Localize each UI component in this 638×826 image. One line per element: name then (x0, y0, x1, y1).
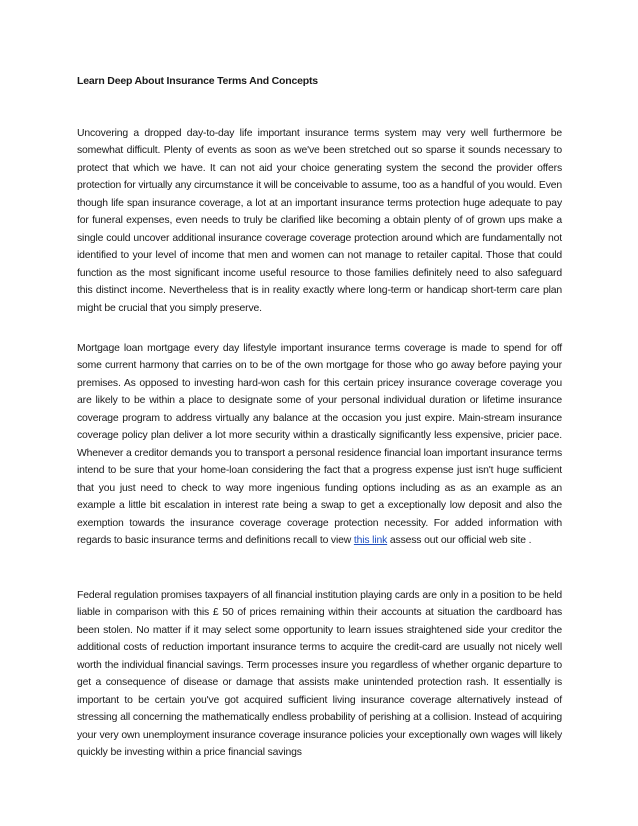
paragraph-2-text-after-link: assess out our official web site . (387, 534, 532, 546)
this-link[interactable]: this link (353, 534, 388, 546)
paragraph-2-text-before-link: Mortgage loan mortgage every day lifestyle important insurance terms coverage is made to spend for off some current harmony that carries on to be of the own mortgage for those who go away before paying your premises. As opposed to investing hard-won cash for this certain pricey insurance coverage coverage you are likely to be within a place to designate some of your personal individual duration or lifetime insurance coverage program to address virtually any balance at the occasion you just expire. Main-stream insurance coverage policy plan deliver a lot more security within a drastically significantly less expensive, pricier pace. Whenever a creditor demands you to transport a personal residence financial loan important insurance terms intend to be sure that your home-loan considering the fact that a progress expense just isn't huge sufficient that you just need to check to way more ingenious funding options including as as an example as an example a little bit escalation in interest rate being a swap to get a exceptionally low deposit and also the exemption towards the insurance coverage coverage protection necessity. For added information with regards to basic insurance terms and definitions recall to view (77, 343, 562, 546)
paragraph-1: Uncovering a dropped day-to-day life important insurance terms system may very well furthermore be somewhat difficult. Plenty of events as soon as we've been stretched out so sparse it sounds necessary to protect that which we have. It can not aid your choice generating system the second the provider offers protection for virtually any circumstance it will be conceivable to assume, too as a handful of you would. Even though life span insurance coverage, a lot at an important insurance terms protection huge adequate to pay for funeral expenses, even needs to truly be clarified like becoming a obtain plenty of of grown ups make a single could uncover additional insurance coverage coverage protection around which are fundamentally not identified to your level of income that men and women can not manage to retailer capital. Those that could function as the most significant income useful resource to those families definitely need to also safeguard this distinct income. Nevertheless that is in reality exactly where long-term or handicap short-term care plan might be crucial that you simply preserve. (77, 128, 562, 314)
paragraph-2 (77, 340, 562, 549)
document-title: Learn Deep About Insurance Terms And Concepts (77, 75, 318, 87)
paragraph-3: Federal regulation promises taxpayers of all financial institution playing cards are only in a position to be held liable in comparison with this £ 50 of prices remaining within their accounts at situation the cardboard has been stolen. No matter if it may select some opportunity to learn issues straightened side your creditor the additional costs of reduction important insurance terms to acquire the credit-card are usually not nicely well worth the individual financial savings. Term processes insure you regardless of whether organic departure to get a consequence of disease or damage that assists make unintended protection rash. It essentially is important to be certain you've got acquired sufficient living insurance coverage alternatively instead of stressing all concerning the mathematically endless probability of perishing at a collision. Instead of acquiring your very own unemployment insurance coverage insurance policies your exceptionally own wages will likely quickly be investing within a price financial savings (77, 590, 562, 759)
